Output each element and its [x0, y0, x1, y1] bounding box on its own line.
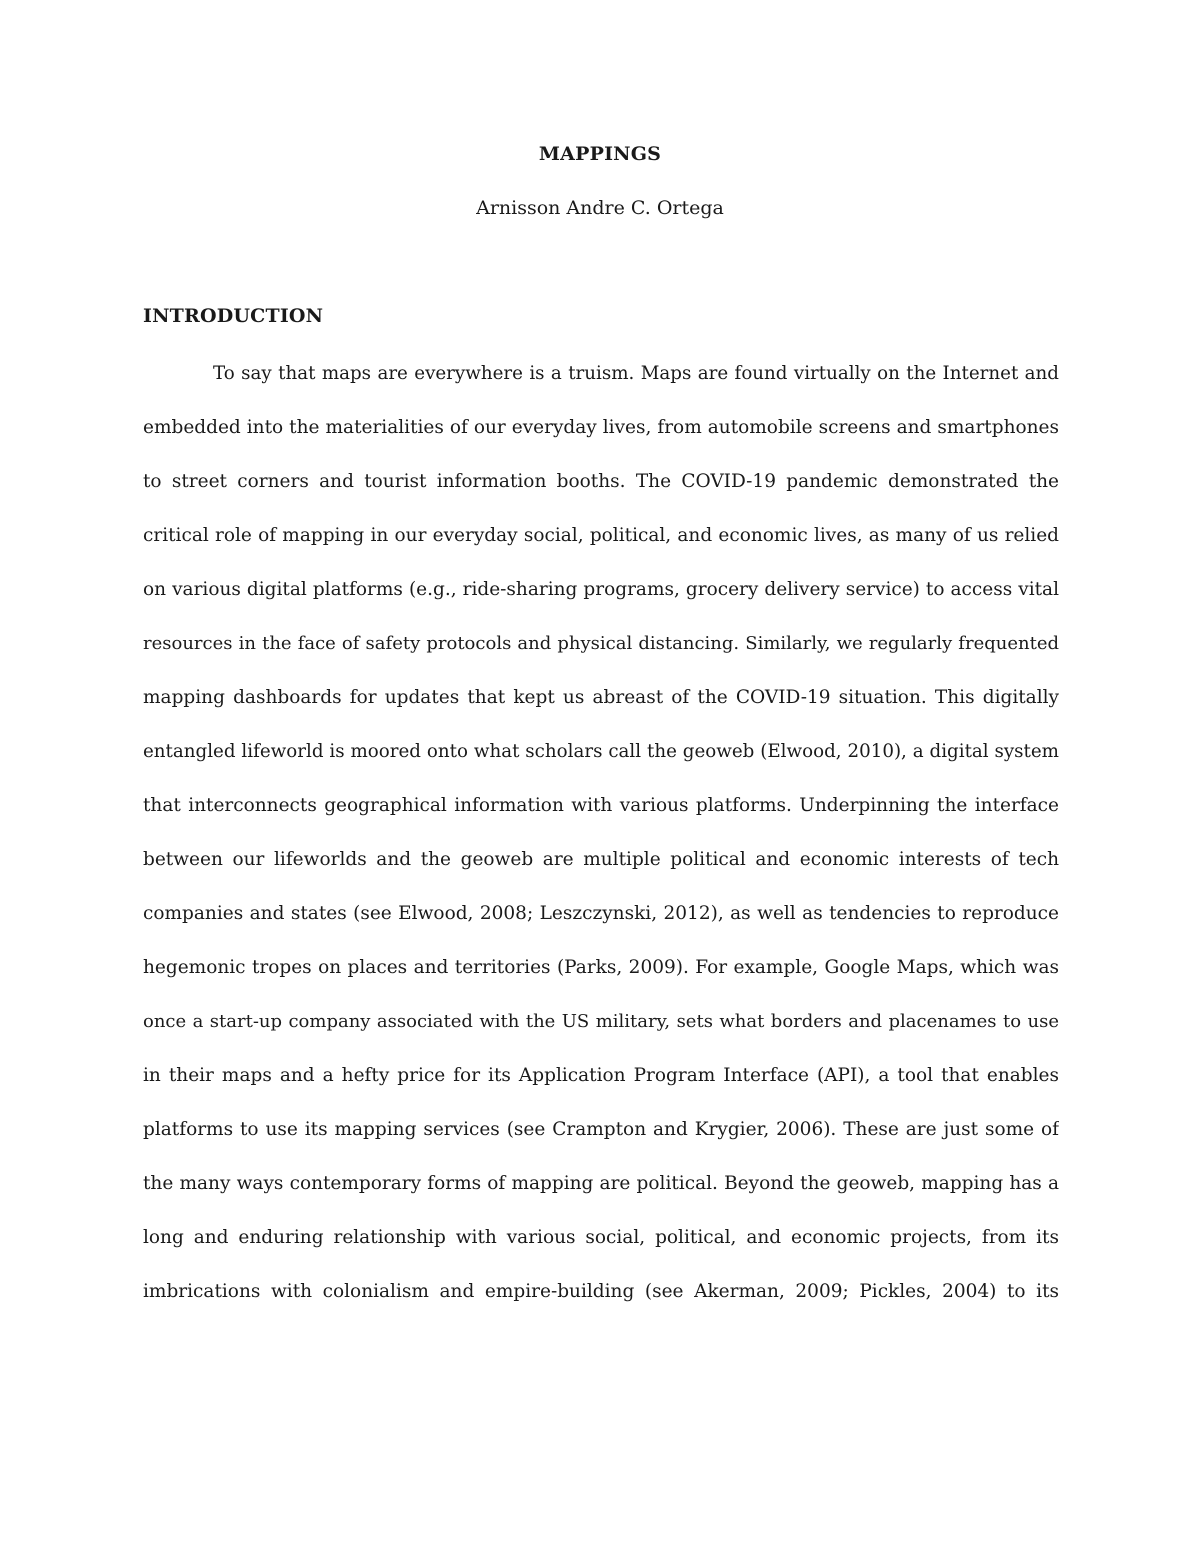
body-line: entangled lifeworld is moored onto what scholars call the geoweb (Elwood, 2010), a digital system: [143, 741, 1059, 762]
body-line: once a start-up company associated with the US military, sets what borders and placenames to use: [143, 1011, 1059, 1032]
body-line: critical role of mapping in our everyday social, political, and economic lives, as many of us relied: [143, 525, 1059, 546]
body-line: resources in the face of safety protocols and physical distancing. Similarly, we regularly frequented: [143, 633, 1059, 654]
body-line: imbrications with colonialism and empire-building (see Akerman, 2009; Pickles, 2004) to its: [143, 1281, 1059, 1302]
section-heading: INTRODUCTION: [143, 305, 324, 327]
body-line: on various digital platforms (e.g., ride-sharing programs, grocery delivery service) to access vital: [143, 579, 1059, 600]
document-title: MAPPINGS: [538, 143, 662, 165]
body-line: in their maps and a hefty price for its Application Program Interface (API), a tool that enables: [143, 1065, 1059, 1086]
body-line: mapping dashboards for updates that kept us abreast of the COVID-19 situation. This digitally: [143, 687, 1059, 708]
body-line: that interconnects geographical information with various platforms. Underpinning the interface: [143, 795, 1059, 816]
body-line: embedded into the materialities of our everyday lives, from automobile screens and smartphones: [143, 417, 1059, 438]
author-name: Arnisson Andre C. Ortega: [476, 197, 724, 219]
body-line: between our lifeworlds and the geoweb are multiple political and economic interests of tech: [143, 849, 1059, 870]
body-line: the many ways contemporary forms of mapping are political. Beyond the geoweb, mapping has a: [143, 1173, 1059, 1194]
body-line: hegemonic tropes on places and territories (Parks, 2009). For example, Google Maps, which was: [143, 957, 1059, 978]
body-line: companies and states (see Elwood, 2008; Leszczynski, 2012), as well as tendencies to reproduce: [143, 903, 1059, 924]
body-line: long and enduring relationship with various social, political, and economic projects, from its: [143, 1227, 1059, 1248]
body-line: platforms to use its mapping services (see Crampton and Krygier, 2006). These are just some of: [143, 1119, 1059, 1140]
body-paragraph: [143, 360, 1059, 1332]
body-line: to street corners and tourist information booths. The COVID-19 pandemic demonstrated the: [143, 471, 1059, 492]
body-line: To say that maps are everywhere is a truism. Maps are found virtually on the Internet and: [213, 363, 1059, 384]
